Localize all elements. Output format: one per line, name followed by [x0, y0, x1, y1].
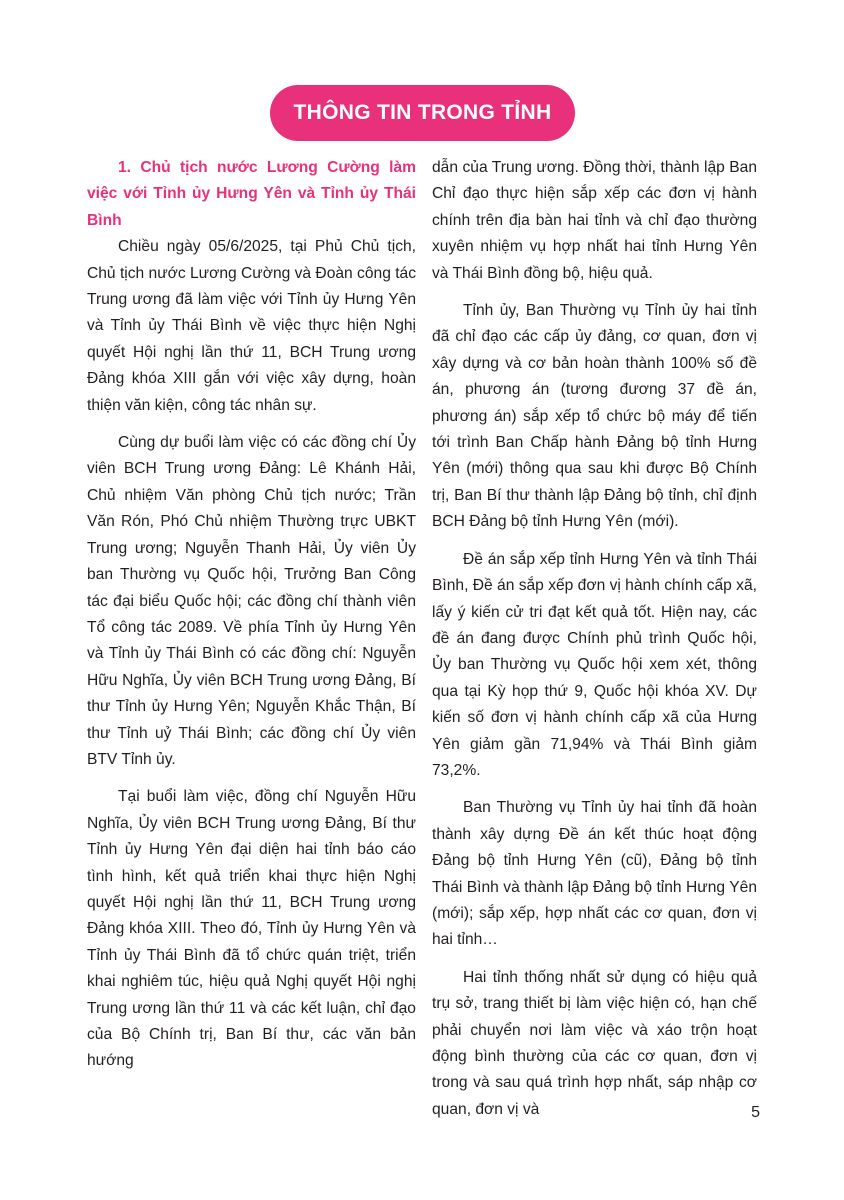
section-banner	[270, 85, 575, 141]
paragraph: Tại buổi làm việc, đồng chí Nguyễn Hữu Nghĩa, Ủy viên BCH Trung ương Đảng, Bí thư Tỉnh ủy Hưng Yên đại diện hai tỉnh báo cáo tình hình, kết quả triển khai thực hiện Nghị quyết Hội nghị lần thứ 11, BCH Trung ương Đảng khóa XIII. Theo đó, Tỉnh ủy Hưng Yên và Tỉnh ủy Thái Bình đã tổ chức quán triệt, triển khai nghiêm túc, hiệu quả Nghị quyết Hội nghị Trung ương lần thứ 11 và các kết luận, chỉ đạo của Bộ Chính trị, Ban Bí thư, các văn bản hướng	[87, 788, 416, 1070]
page-number: 5	[751, 1104, 760, 1121]
paragraph: Hai tỉnh thống nhất sử dụng có hiệu quả trụ sở, trang thiết bị làm việc hiện có, hạn chế phải chuyển nơi làm việc và xáo trộn hoạt động bình thường của các cơ quan, đơn vị trong và sau quá trình hợp nhất, sáp nhập cơ quan, đơn vị và	[432, 968, 757, 1118]
article-heading: 1. Chủ tịch nước Lương Cường làm việc với Tỉnh ủy Hưng Yên và Tỉnh ủy Thái Bình	[87, 159, 416, 229]
paragraph: Tỉnh ủy, Ban Thường vụ Tỉnh ủy hai tỉnh đã chỉ đạo các cấp ủy đảng, cơ quan, đơn vị xây dựng và cơ bản hoàn thành 100% số đề án, phương án (tương đương 37 đề án, phương án) sắp xếp tổ chức bộ máy để tiến tới trình Ban Chấp hành Đảng bộ tỉnh Hưng Yên (mới) thông qua sau khi được Bộ Chính trị, Ban Bí thư thành lập Đảng bộ tỉnh, chỉ định BCH Đảng bộ tỉnh Hưng Yên (mới).	[432, 302, 757, 531]
paragraph: Ban Thường vụ Tỉnh ủy hai tỉnh đã hoàn thành xây dựng Đề án kết thúc hoạt động Đảng bộ tỉnh Hưng Yên (cũ), Đảng bộ tỉnh Thái Bình và thành lập Đảng bộ tỉnh Hưng Yên (mới); sắp xếp, hợp nhất các cơ quan, đơn vị hai tỉnh…	[432, 799, 757, 949]
paragraph-continuation: dẫn của Trung ương. Đồng thời, thành lập Ban Chỉ đạo thực hiện sắp xếp các đơn vị hành chính trên địa bàn hai tỉnh và chỉ đạo thường xuyên nhiệm vụ hợp nhất hai tỉnh Hưng Yên và Thái Bình đồng bộ, hiệu quả.	[432, 159, 757, 282]
right-column	[432, 155, 757, 1134]
paragraph: Chiều ngày 05/6/2025, tại Phủ Chủ tịch, Chủ tịch nước Lương Cường và Đoàn công tác Trung ương đã làm việc với Tỉnh ủy Hưng Yên và Tỉnh ủy Thái Bình về việc thực hiện Nghị quyết Hội nghị lần thứ 11, BCH Trung ương Đảng khóa XIII gắn với việc xây dựng, hoàn thiện văn kiện, công tác nhân sự.	[87, 238, 416, 414]
left-column	[87, 155, 416, 1086]
paragraph: Cùng dự buổi làm việc có các đồng chí Ủy viên BCH Trung ương Đảng: Lê Khánh Hải, Chủ nhiệm Văn phòng Chủ tịch nước; Trần Văn Rón, Phó Chủ nhiệm Thường trực UBKT Trung ương; Nguyễn Thanh Hải, Ủy viên Ủy ban Thường vụ Quốc hội, Trưởng Ban Công tác đại biểu Quốc hội; các đồng chí thành viên Tổ công tác 2089. Về phía Tỉnh ủy Hưng Yên và Tỉnh ủy Thái Bình có các đồng chí: Nguyễn Hữu Nghĩa, Ủy viên BCH Trung ương Đảng, Bí thư Tỉnh ủy Hưng Yên; Nguyễn Khắc Thận, Bí thư Tỉnh uỷ Thái Bình; các đồng chí Ủy viên BTV Tỉnh ủy.	[87, 434, 416, 768]
paragraph: Đề án sắp xếp tỉnh Hưng Yên và tỉnh Thái Bình, Đề án sắp xếp đơn vị hành chính cấp xã, lấy ý kiến cử tri đạt kết quả tốt. Hiện nay, các đề án đang được Chính phủ trình Quốc hội, Ủy ban Thường vụ Quốc hội xem xét, thông qua tại Kỳ họp thứ 9, Quốc hội khóa XV. Dự kiến số đơn vị hành chính cấp xã của Hưng Yên giảm gần 71,94% và Thái Bình giảm 73,2%.	[432, 550, 757, 779]
section-title: THÔNG TIN TRONG TỈNH	[293, 101, 552, 124]
